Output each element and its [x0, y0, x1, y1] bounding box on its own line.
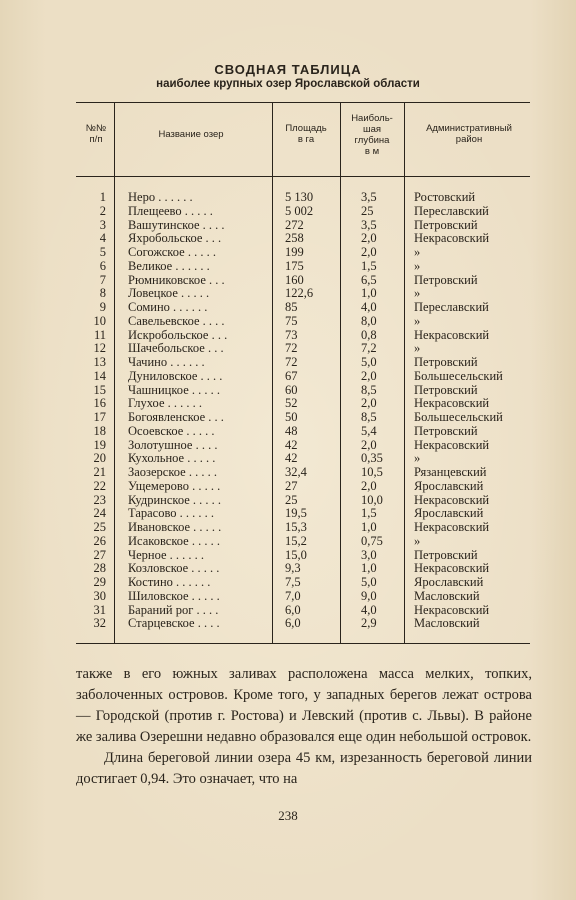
depth-value: 3,5 [361, 217, 377, 232]
table-title: СВОДНАЯ ТАБЛИЦА [214, 62, 362, 77]
lake-name: Ущемерово . . . . . [128, 478, 221, 493]
row-number: 29 [93, 575, 106, 589]
depth-value: 8,5 [361, 410, 377, 424]
district-name: Рязанцевский [414, 465, 487, 479]
depth-value: 25 [361, 203, 374, 218]
table-row [0, 245, 576, 259]
table-row [0, 410, 576, 424]
depth-value: 4,0 [361, 300, 377, 314]
depth-value: 3,5 [361, 190, 377, 204]
table-row [0, 451, 576, 465]
depth-value: 2,9 [361, 616, 377, 631]
lake-name: Козловское . . . . . [128, 561, 220, 576]
lake-name: Савельевское . . . . [128, 313, 225, 328]
district-name: Некрасовский [414, 492, 490, 507]
lake-name: Великое . . . . . . [128, 258, 210, 273]
depth-value: 1,0 [361, 286, 377, 301]
table-row [0, 369, 576, 383]
table-row [0, 493, 576, 507]
lake-name: Кудринское . . . . . [128, 492, 222, 507]
area-value: 175 [285, 258, 304, 273]
district-name: Некрасовский [414, 561, 490, 576]
depth-value: 8,0 [361, 313, 377, 328]
page-number: 238 [278, 808, 298, 823]
row-number: 30 [93, 588, 106, 603]
row-number: 17 [93, 410, 106, 424]
lake-name: Ловецкое . . . . . [128, 286, 210, 301]
row-number: 22 [93, 478, 106, 493]
table-row [0, 424, 576, 438]
area-value: 6,0 [285, 616, 301, 631]
header-district: Административный район [426, 123, 512, 145]
row-number: 3 [99, 217, 106, 232]
row-number: 4 [99, 231, 106, 246]
table-row [0, 231, 576, 245]
table-row [0, 479, 576, 493]
district-name: Петровский [414, 547, 478, 562]
lake-name: Старцевское . . . . [128, 616, 220, 631]
lake-name: Ивановское . . . . . [128, 520, 222, 534]
district-name: Ростовский [414, 190, 476, 204]
district-name: Ярославский [414, 478, 484, 493]
depth-value: 2,0 [361, 396, 377, 411]
district-name: » [414, 258, 421, 273]
area-value: 160 [285, 272, 304, 287]
area-value: 48 [285, 423, 298, 438]
row-number: 1 [99, 190, 106, 204]
depth-value: 0,75 [361, 533, 383, 548]
depth-value: 2,0 [361, 478, 377, 493]
row-number: 11 [93, 327, 106, 342]
depth-value: 5,0 [361, 355, 377, 369]
district-name: Петровский [414, 217, 478, 232]
row-number: 13 [93, 355, 106, 369]
area-value: 32,4 [285, 465, 307, 479]
district-name: Большесельский [414, 410, 503, 424]
lake-name: Богоявленское . . . [128, 410, 224, 424]
lake-name: Вашутинское . . . . [128, 217, 225, 232]
row-number: 24 [93, 506, 106, 521]
table-row [0, 314, 576, 328]
table-row [0, 300, 576, 314]
row-number: 25 [93, 520, 106, 534]
table-row [0, 589, 576, 603]
row-number: 20 [93, 451, 106, 466]
table-row [0, 355, 576, 369]
depth-value: 1,0 [361, 561, 377, 576]
row-number: 5 [99, 245, 106, 259]
table-row [0, 506, 576, 520]
district-name: Некрасовский [414, 231, 490, 246]
area-value: 27 [285, 478, 298, 493]
area-value: 85 [285, 300, 298, 314]
area-value: 73 [285, 327, 298, 342]
area-value: 5 130 [285, 190, 314, 204]
row-number: 31 [93, 602, 106, 617]
row-number: 16 [93, 396, 106, 411]
row-number: 27 [93, 547, 106, 562]
lake-name: Искробольское . . . [128, 327, 228, 342]
depth-value: 5,4 [361, 423, 377, 438]
district-name: Масловский [414, 588, 480, 603]
table-row [0, 616, 576, 630]
district-name: Некрасовский [414, 396, 490, 411]
row-number: 2 [99, 203, 106, 218]
district-name: Петровский [414, 272, 478, 287]
lake-name: Плещеево . . . . . [128, 203, 213, 218]
lake-name: Золотушное . . . . [128, 437, 218, 452]
lake-name: Шачебольское . . . [128, 341, 224, 356]
row-number: 18 [93, 423, 106, 438]
depth-value: 1,5 [361, 506, 377, 521]
district-name: Некрасовский [414, 520, 490, 534]
row-number: 28 [93, 561, 106, 576]
area-value: 75 [285, 313, 298, 328]
table-top-rule [76, 102, 530, 103]
row-number: 6 [99, 258, 106, 273]
district-name: Некрасовский [414, 327, 490, 342]
row-number: 19 [93, 437, 106, 452]
table-row [0, 534, 576, 548]
lake-name: Шиловское . . . . . [128, 588, 220, 603]
depth-value: 2,0 [361, 231, 377, 246]
depth-value: 2,0 [361, 368, 377, 383]
lake-name: Заозерское . . . . . [128, 465, 217, 479]
table-row [0, 218, 576, 232]
depth-value: 2,0 [361, 437, 377, 452]
district-name: Большесельский [414, 368, 503, 383]
table-row [0, 396, 576, 410]
district-name: » [414, 341, 421, 356]
area-value: 67 [285, 368, 298, 383]
area-value: 19,5 [285, 506, 307, 521]
table-row [0, 561, 576, 575]
lake-name: Исаковское . . . . . [128, 533, 220, 548]
table-row [0, 286, 576, 300]
area-value: 72 [285, 355, 298, 369]
row-number: 23 [93, 492, 106, 507]
district-name: » [414, 245, 421, 259]
area-value: 42 [285, 437, 298, 452]
row-number: 15 [93, 382, 106, 397]
table-row [0, 204, 576, 218]
row-number: 21 [93, 465, 106, 479]
depth-value: 4,0 [361, 602, 377, 617]
header-num: №№ п/п [85, 123, 107, 145]
district-name: Петровский [414, 355, 478, 369]
table-bottom-rule [76, 643, 530, 644]
lake-name: Черное . . . . . . [128, 547, 205, 562]
area-value: 15,0 [285, 547, 307, 562]
header-area: Площадь в га [285, 123, 327, 145]
header-depth: Наиболь- шая глубина в м [351, 113, 393, 157]
paragraph: Длина береговой линии озера 45 км, изрезанность береговой линии достигает 0,94. Это означает, что на [76, 750, 532, 787]
table-row [0, 259, 576, 273]
area-value: 6,0 [285, 602, 301, 617]
district-name: » [414, 313, 421, 328]
lake-name: Сомино . . . . . . [128, 300, 208, 314]
area-value: 25 [285, 492, 298, 507]
table-subtitle: наиболее крупных озер Ярославской области [156, 78, 420, 90]
header-bottom-rule [76, 176, 530, 177]
lake-name: Неро . . . . . . [128, 190, 193, 204]
district-name: Ярославский [414, 575, 484, 589]
body-text [76, 664, 532, 790]
district-name: » [414, 533, 421, 548]
area-value: 50 [285, 410, 298, 424]
district-name: » [414, 451, 421, 466]
district-name: Некрасовский [414, 602, 490, 617]
lake-name: Бараний рог . . . . [128, 602, 219, 617]
lake-name: Осоевское . . . . . [128, 423, 215, 438]
area-value: 5 002 [285, 203, 314, 218]
area-value: 7,5 [285, 575, 301, 589]
table-row [0, 383, 576, 397]
district-name: Масловский [414, 616, 480, 631]
district-name: Переславский [414, 300, 489, 314]
table-row [0, 341, 576, 355]
lake-name: Яхробольское . . . [128, 231, 222, 246]
row-number: 26 [93, 533, 106, 548]
row-number: 12 [93, 341, 106, 356]
area-value: 72 [285, 341, 298, 356]
area-value: 52 [285, 396, 298, 411]
area-value: 199 [285, 245, 304, 259]
area-value: 15,3 [285, 520, 307, 534]
header-name: Название озер [158, 129, 224, 140]
depth-value: 10,5 [361, 465, 383, 479]
depth-value: 9,0 [361, 588, 377, 603]
lake-name: Глухое . . . . . . [128, 396, 202, 411]
district-name: » [414, 286, 421, 301]
table-row [0, 190, 576, 204]
area-value: 122,6 [285, 286, 314, 301]
lake-name: Рюмниковское . . . [128, 272, 225, 287]
area-value: 42 [285, 451, 298, 466]
district-name: Ярославский [414, 506, 484, 521]
table-row [0, 273, 576, 287]
row-number: 32 [93, 616, 106, 631]
depth-value: 5,0 [361, 575, 377, 589]
area-value: 272 [285, 217, 304, 232]
depth-value: 7,2 [361, 341, 377, 356]
depth-value: 2,0 [361, 245, 377, 259]
depth-value: 8,5 [361, 382, 377, 397]
table-row [0, 438, 576, 452]
row-number: 10 [93, 313, 106, 328]
lake-name: Чачино . . . . . . [128, 355, 205, 369]
lake-name: Согожское . . . . . [128, 245, 216, 259]
area-value: 15,2 [285, 533, 307, 548]
row-number: 7 [99, 272, 106, 287]
lake-name: Костино . . . . . . [128, 575, 211, 589]
depth-value: 0,8 [361, 327, 377, 342]
table-row [0, 575, 576, 589]
area-value: 7,0 [285, 588, 301, 603]
lake-name: Тарасово . . . . . . [128, 506, 215, 521]
table-row [0, 520, 576, 534]
area-value: 9,3 [285, 561, 301, 576]
district-name: Петровский [414, 382, 478, 397]
table-row [0, 328, 576, 342]
lake-name: Чашницкое . . . . . [128, 382, 221, 397]
depth-value: 0,35 [361, 451, 383, 466]
lake-name: Дуниловское . . . . [128, 368, 223, 383]
depth-value: 10,0 [361, 492, 383, 507]
lake-name: Кухольное . . . . . [128, 451, 216, 466]
depth-value: 1,0 [361, 520, 377, 534]
table-row [0, 465, 576, 479]
row-number: 14 [93, 368, 106, 383]
depth-value: 6,5 [361, 272, 377, 287]
district-name: Петровский [414, 423, 478, 438]
row-number: 8 [99, 286, 106, 301]
district-name: Некрасовский [414, 437, 490, 452]
area-value: 258 [285, 231, 304, 246]
district-name: Переславский [414, 203, 489, 218]
table-row [0, 603, 576, 617]
depth-value: 1,5 [361, 258, 377, 273]
area-value: 60 [285, 382, 298, 397]
depth-value: 3,0 [361, 547, 377, 562]
row-number: 9 [99, 300, 106, 314]
paragraph: также в его южных заливах расположена масса мелких, топких, заболоченных островов. Кроме того, у западных берегов лежат острова — Городской (против г. Ростова) и Левский (против с. Львы). В районе же залива Озерешни недавно образовался еще один небольшой островок. [76, 666, 532, 745]
table-row [0, 548, 576, 562]
